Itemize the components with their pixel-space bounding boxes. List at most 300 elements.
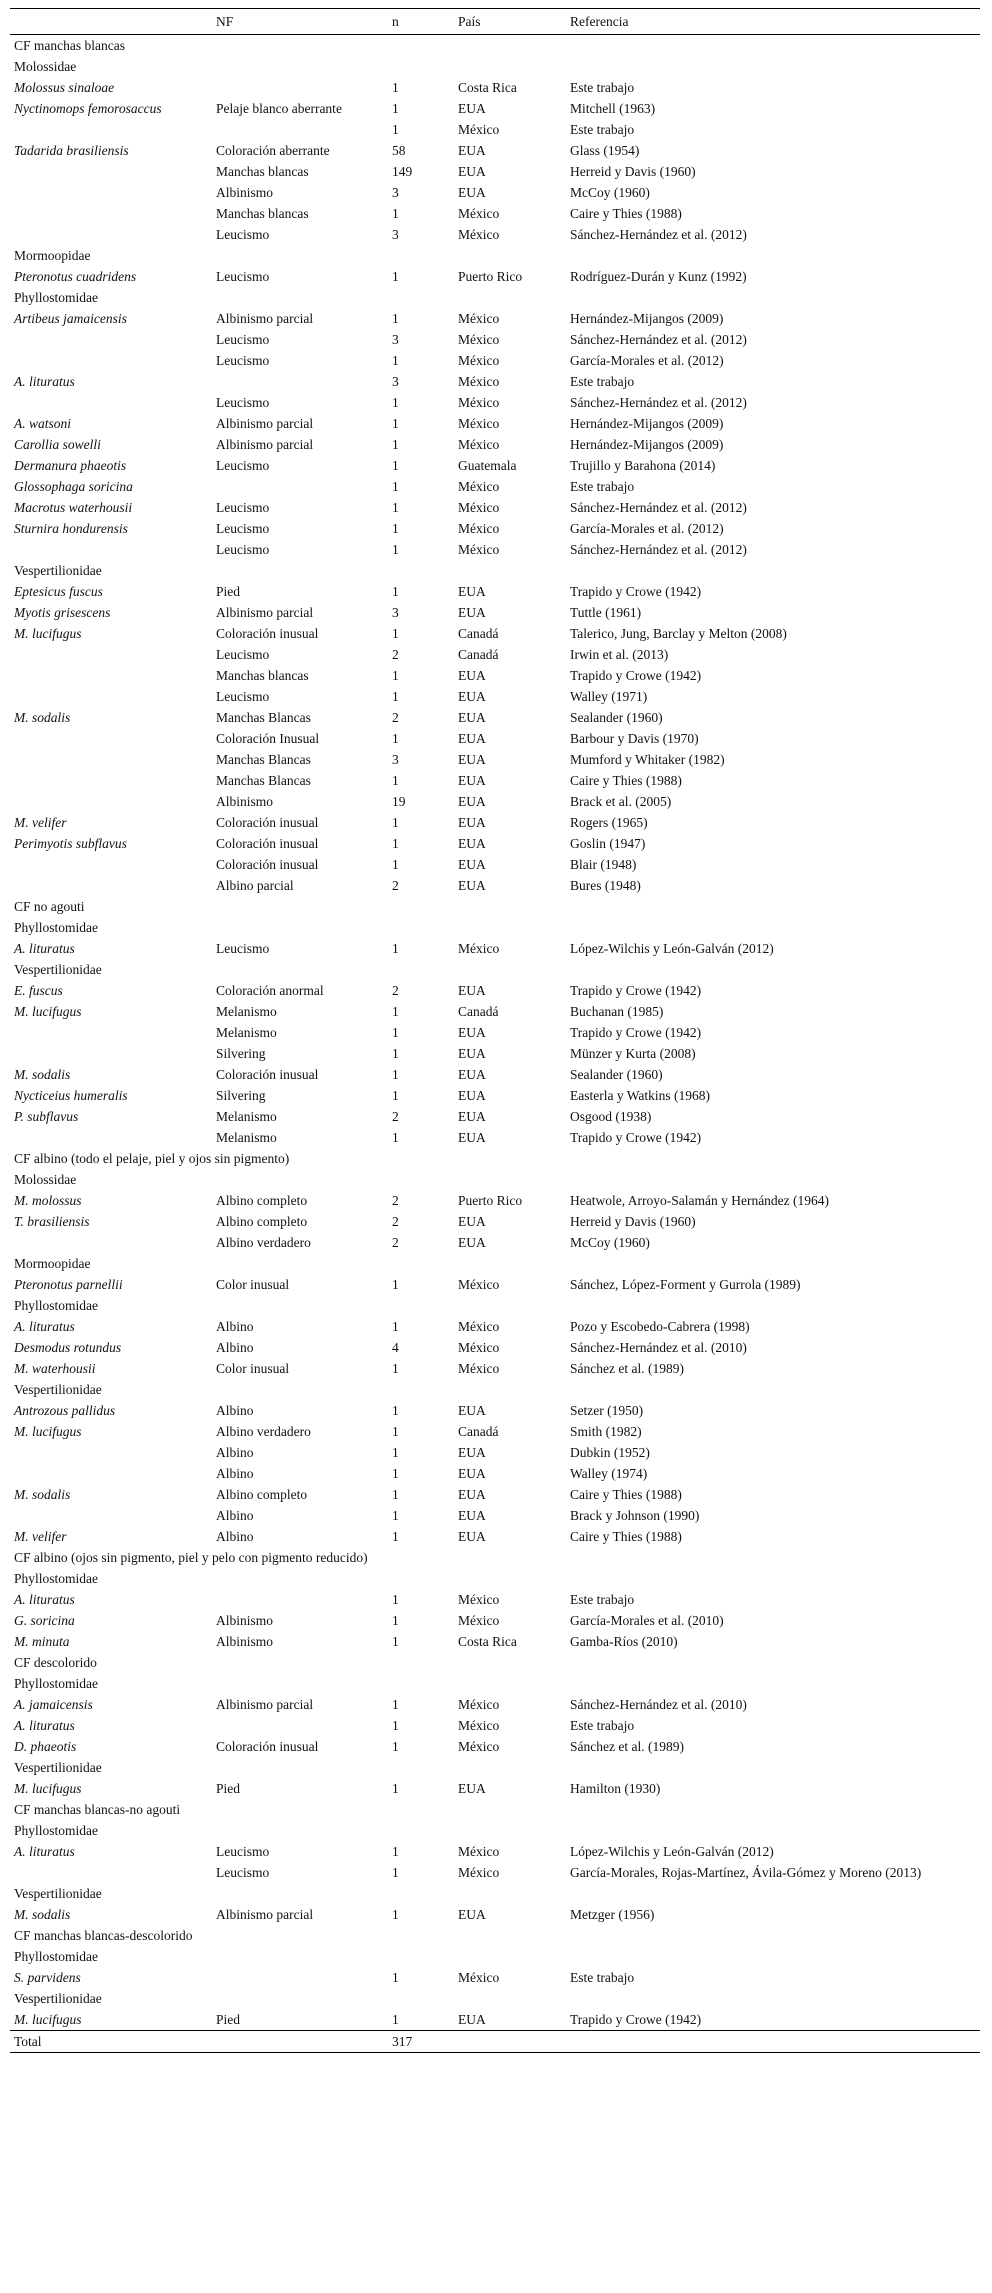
nf-cell: Coloración aberrante — [216, 143, 330, 158]
nf-cell: Leucismo — [216, 542, 270, 557]
pais-cell: Puerto Rico — [458, 269, 523, 284]
n-cell: 1 — [392, 584, 399, 599]
species-cell — [10, 350, 212, 371]
table-row — [10, 77, 980, 98]
table-row — [10, 1232, 980, 1253]
referencia-cell: Este trabajo — [570, 1592, 635, 1607]
species-cell: Myotis grisescens — [14, 605, 111, 620]
group-row — [10, 896, 980, 917]
n-cell: 1 — [392, 206, 399, 221]
referencia-cell: Trapido y Crowe (1942) — [570, 1130, 702, 1145]
table-row — [10, 119, 980, 140]
table-row — [10, 434, 980, 455]
nf-cell: Melanismo — [216, 1004, 277, 1019]
pais-cell: EUA — [458, 773, 486, 788]
species-cell: M. sodalis — [14, 710, 71, 725]
group-row — [10, 1169, 980, 1190]
table-row — [10, 1862, 980, 1883]
pais-cell: México — [458, 500, 500, 515]
referencia-cell: Este trabajo — [570, 80, 635, 95]
species-cell: P. subflavus — [14, 1109, 79, 1124]
nf-cell: Coloración inusual — [216, 836, 319, 851]
group-label: CF descolorido — [14, 1655, 97, 1670]
n-cell: 1 — [392, 1634, 399, 1649]
species-cell: Carollia sowelli — [14, 437, 101, 452]
referencia-cell: Tuttle (1961) — [570, 605, 642, 620]
group-row — [10, 287, 980, 308]
referencia-cell: Trapido y Crowe (1942) — [570, 668, 702, 683]
pais-cell: EUA — [458, 1487, 486, 1502]
nf-cell: Leucismo — [216, 1844, 270, 1859]
n-cell: 2 — [392, 1193, 399, 1208]
species-cell: G. soricina — [14, 1613, 75, 1628]
header-pais: País — [454, 9, 566, 35]
referencia-cell: Mitchell (1963) — [570, 101, 656, 116]
nf-cell: Coloración anormal — [216, 983, 324, 998]
referencia-cell: Pozo y Escobedo-Cabrera (1998) — [570, 1319, 750, 1334]
nf-cell: Leucismo — [216, 689, 270, 704]
referencia-cell: García-Morales et al. (2012) — [570, 521, 724, 536]
referencia-cell: Hernández-Mijangos (2009) — [570, 437, 724, 452]
species-cell: Dermanura phaeotis — [14, 458, 127, 473]
table-row — [10, 329, 980, 350]
pais-cell: Canadá — [458, 626, 499, 641]
nf-cell: Color inusual — [216, 1277, 290, 1292]
table-row — [10, 1841, 980, 1862]
nf-cell: Manchas blancas — [216, 164, 309, 179]
pais-cell: Costa Rica — [458, 80, 517, 95]
nf-cell: Albinismo parcial — [216, 1907, 314, 1922]
referencia-cell: Caire y Thies (1988) — [570, 1529, 682, 1544]
table-row — [10, 518, 980, 539]
species-cell — [10, 1232, 212, 1253]
nf-cell: Albino — [216, 1466, 254, 1481]
species-cell — [10, 854, 212, 875]
species-cell: M. lucifugus — [14, 1781, 82, 1796]
referencia-cell: Dubkin (1952) — [570, 1445, 650, 1460]
referencia-cell: Herreid y Davis (1960) — [570, 164, 696, 179]
nf-cell: Leucismo — [216, 941, 270, 956]
n-cell: 1 — [392, 1004, 399, 1019]
table-row — [10, 350, 980, 371]
total-nf — [212, 2031, 388, 2053]
referencia-cell: Sánchez et al. (1989) — [570, 1739, 684, 1754]
nf-cell: Leucismo — [216, 458, 270, 473]
n-cell: 2 — [392, 1214, 399, 1229]
nf-cell: Albinismo parcial — [216, 416, 314, 431]
pais-cell: México — [458, 1970, 500, 1985]
n-cell: 1 — [392, 1088, 399, 1103]
table-row — [10, 1442, 980, 1463]
n-cell: 1 — [392, 1046, 399, 1061]
header-row — [10, 9, 980, 35]
referencia-cell: Barbour y Davis (1970) — [570, 731, 699, 746]
species-cell: T. brasiliensis — [14, 1214, 90, 1229]
pais-cell: EUA — [458, 878, 486, 893]
table-row — [10, 1043, 980, 1064]
referencia-cell: Rogers (1965) — [570, 815, 648, 830]
group-label: Vespertilionidae — [14, 962, 102, 977]
group-label: Vespertilionidae — [14, 1760, 102, 1775]
data-table — [10, 8, 980, 2053]
n-cell: 3 — [392, 332, 399, 347]
referencia-cell: Bures (1948) — [570, 878, 641, 893]
pais-cell: Canadá — [458, 1424, 499, 1439]
referencia-cell: Easterla y Watkins (1968) — [570, 1088, 711, 1103]
nf-cell: Color inusual — [216, 1361, 290, 1376]
species-cell: Tadarida brasiliensis — [14, 143, 129, 158]
pais-cell: EUA — [458, 815, 486, 830]
table-row — [10, 770, 980, 791]
referencia-cell: López-Wilchis y León-Galván (2012) — [570, 1844, 774, 1859]
pais-cell: EUA — [458, 185, 486, 200]
referencia-cell: Smith (1982) — [570, 1424, 642, 1439]
group-row — [10, 1673, 980, 1694]
species-cell — [10, 1505, 212, 1526]
species-cell: M. lucifugus — [14, 1424, 82, 1439]
species-cell — [10, 1043, 212, 1064]
referencia-cell: García-Morales et al. (2012) — [570, 353, 724, 368]
n-cell: 1 — [392, 521, 399, 536]
table-row — [10, 1967, 980, 1988]
referencia-cell: Gamba-Ríos (2010) — [570, 1634, 678, 1649]
species-cell: Molossus sinaloae — [14, 80, 115, 95]
n-cell: 1 — [392, 1445, 399, 1460]
species-cell — [10, 161, 212, 182]
n-cell: 1 — [392, 668, 399, 683]
group-label: Vespertilionidae — [14, 1886, 102, 1901]
species-cell: E. fuscus — [14, 983, 63, 998]
n-cell: 1 — [392, 542, 399, 557]
table-row — [10, 1127, 980, 1148]
pais-cell: EUA — [458, 584, 486, 599]
n-cell: 1 — [392, 941, 399, 956]
group-label: Phyllostomidae — [14, 290, 98, 305]
species-cell: M. lucifugus — [14, 2012, 82, 2027]
species-cell: Macrotus waterhousii — [14, 500, 133, 515]
n-cell: 1 — [392, 1844, 399, 1859]
species-cell: M. velifer — [14, 815, 67, 830]
group-row — [10, 1652, 980, 1673]
n-cell: 2 — [392, 647, 399, 662]
group-label: CF albino (ojos sin pigmento, piel y pelo con pigmento reducido) — [14, 1550, 368, 1565]
species-cell: Artibeus jamaicensis — [14, 311, 127, 326]
species-cell: M. lucifugus — [14, 626, 82, 641]
pais-cell: México — [458, 1319, 500, 1334]
nf-cell: Leucismo — [216, 395, 270, 410]
n-cell: 1 — [392, 1781, 399, 1796]
nf-cell: Pied — [216, 584, 241, 599]
group-label: Molossidae — [14, 59, 77, 74]
table-row — [10, 1001, 980, 1022]
n-cell: 1 — [392, 122, 399, 137]
group-row — [10, 1820, 980, 1841]
pais-cell: México — [458, 227, 500, 242]
n-cell: 1 — [392, 395, 399, 410]
referencia-cell: Sánchez-Hernández et al. (2012) — [570, 332, 747, 347]
group-row — [10, 560, 980, 581]
table-row — [10, 1736, 980, 1757]
referencia-cell: Brack y Johnson (1990) — [570, 1508, 700, 1523]
pais-cell: EUA — [458, 1235, 486, 1250]
referencia-cell: Buchanan (1985) — [570, 1004, 664, 1019]
pais-cell: EUA — [458, 164, 486, 179]
total-ref — [566, 2031, 980, 2053]
nf-cell: Albinismo parcial — [216, 1697, 314, 1712]
n-cell: 149 — [392, 164, 413, 179]
referencia-cell: Hernández-Mijangos (2009) — [570, 311, 724, 326]
table-row — [10, 1484, 980, 1505]
n-cell: 1 — [392, 1403, 399, 1418]
n-cell: 1 — [392, 857, 399, 872]
referencia-cell: Walley (1971) — [570, 689, 648, 704]
n-cell: 1 — [392, 416, 399, 431]
pais-cell: México — [458, 521, 500, 536]
species-cell: Glossophaga soricina — [14, 479, 133, 494]
species-cell: M. sodalis — [14, 1907, 71, 1922]
referencia-cell: Caire y Thies (1988) — [570, 1487, 682, 1502]
pais-cell: Costa Rica — [458, 1634, 517, 1649]
nf-cell: Manchas Blancas — [216, 752, 311, 767]
pais-cell: México — [458, 1865, 500, 1880]
nf-cell — [212, 1967, 388, 1988]
nf-cell — [212, 1589, 388, 1610]
total-label: Total — [10, 2031, 212, 2053]
pais-cell: EUA — [458, 1466, 486, 1481]
table-row — [10, 539, 980, 560]
table-row — [10, 266, 980, 287]
pais-cell: México — [458, 374, 500, 389]
pais-cell: EUA — [458, 1403, 486, 1418]
group-label: CF manchas blancas-no agouti — [14, 1802, 181, 1817]
referencia-cell: Este trabajo — [570, 1970, 635, 1985]
n-cell: 2 — [392, 878, 399, 893]
pais-cell: Puerto Rico — [458, 1193, 523, 1208]
pais-cell: México — [458, 1739, 500, 1754]
group-row — [10, 1925, 980, 1946]
species-cell: Nyctinomops femorosaccus — [14, 101, 162, 116]
nf-cell: Leucismo — [216, 500, 270, 515]
pais-cell: EUA — [458, 752, 486, 767]
group-label: Phyllostomidae — [14, 920, 98, 935]
species-cell: S. parvidens — [14, 1970, 81, 1985]
pais-cell: Guatemala — [458, 458, 517, 473]
pais-cell: México — [458, 122, 500, 137]
species-cell — [10, 392, 212, 413]
n-cell: 1 — [392, 1319, 399, 1334]
species-cell — [10, 749, 212, 770]
species-cell: A. lituratus — [14, 1844, 75, 1859]
group-row — [10, 245, 980, 266]
n-cell: 1 — [392, 1130, 399, 1145]
pais-cell: EUA — [458, 1088, 486, 1103]
species-cell: Desmodus rotundus — [14, 1340, 122, 1355]
nf-cell: Pelaje blanco aberrante — [216, 101, 342, 116]
pais-cell: EUA — [458, 605, 486, 620]
species-cell — [10, 119, 212, 140]
n-cell: 1 — [392, 1739, 399, 1754]
referencia-cell: Sánchez-Hernández et al. (2012) — [570, 500, 747, 515]
table-row — [10, 791, 980, 812]
referencia-cell: Sealander (1960) — [570, 1067, 663, 1082]
referencia-cell: Brack et al. (2005) — [570, 794, 672, 809]
species-cell: D. phaeotis — [14, 1739, 77, 1754]
n-cell: 3 — [392, 605, 399, 620]
species-cell: Pteronotus parnellii — [14, 1277, 123, 1292]
n-cell: 1 — [392, 2012, 399, 2027]
referencia-cell: Walley (1974) — [570, 1466, 648, 1481]
table-row — [10, 2009, 980, 2031]
group-label: Vespertilionidae — [14, 1991, 102, 2006]
n-cell: 1 — [392, 1592, 399, 1607]
species-cell: A. watsoni — [14, 416, 72, 431]
pais-cell: México — [458, 542, 500, 557]
nf-cell: Melanismo — [216, 1025, 277, 1040]
table-row — [10, 812, 980, 833]
referencia-cell: López-Wilchis y León-Galván (2012) — [570, 941, 774, 956]
pais-cell: EUA — [458, 1130, 486, 1145]
table-row — [10, 875, 980, 896]
nf-cell — [212, 77, 388, 98]
pais-cell: EUA — [458, 1214, 486, 1229]
table-row — [10, 371, 980, 392]
n-cell: 1 — [392, 101, 399, 116]
nf-cell: Albino completo — [216, 1193, 308, 1208]
species-cell: A. lituratus — [14, 374, 75, 389]
table-row — [10, 1526, 980, 1547]
species-cell: M. sodalis — [14, 1067, 71, 1082]
pais-cell: México — [458, 395, 500, 410]
pais-cell: EUA — [458, 731, 486, 746]
nf-cell: Albino parcial — [216, 878, 294, 893]
nf-cell: Albino — [216, 1340, 254, 1355]
pais-cell: Canadá — [458, 647, 499, 662]
nf-cell: Coloración inusual — [216, 626, 319, 641]
referencia-cell: Este trabajo — [570, 122, 635, 137]
species-cell — [10, 539, 212, 560]
n-cell: 1 — [392, 1970, 399, 1985]
species-cell — [10, 686, 212, 707]
pais-cell: México — [458, 332, 500, 347]
group-row — [10, 1379, 980, 1400]
referencia-cell: Metzger (1956) — [570, 1907, 655, 1922]
pais-cell: EUA — [458, 836, 486, 851]
pais-cell: EUA — [458, 689, 486, 704]
species-cell: M. sodalis — [14, 1487, 71, 1502]
referencia-cell: Trapido y Crowe (1942) — [570, 2012, 702, 2027]
n-cell: 1 — [392, 1067, 399, 1082]
group-row — [10, 1757, 980, 1778]
referencia-cell: Irwin et al. (2013) — [570, 647, 669, 662]
n-cell: 1 — [392, 689, 399, 704]
species-cell — [10, 770, 212, 791]
nf-cell: Albinismo parcial — [216, 437, 314, 452]
nf-cell: Albino — [216, 1319, 254, 1334]
n-cell: 1 — [392, 311, 399, 326]
species-cell: Sturnira hondurensis — [14, 521, 128, 536]
nf-cell: Leucismo — [216, 521, 270, 536]
n-cell: 1 — [392, 1025, 399, 1040]
pais-cell: México — [458, 941, 500, 956]
pais-cell: EUA — [458, 1109, 486, 1124]
table-row — [10, 581, 980, 602]
species-cell — [10, 203, 212, 224]
table-row — [10, 413, 980, 434]
n-cell: 1 — [392, 731, 399, 746]
table-row — [10, 182, 980, 203]
species-cell: A. lituratus — [14, 1319, 75, 1334]
pais-cell: EUA — [458, 1907, 486, 1922]
pais-cell: México — [458, 311, 500, 326]
nf-cell: Albinismo — [216, 1613, 274, 1628]
table-row — [10, 686, 980, 707]
nf-cell: Coloración inusual — [216, 815, 319, 830]
pais-cell: México — [458, 1340, 500, 1355]
table-row — [10, 1778, 980, 1799]
nf-cell: Leucismo — [216, 269, 270, 284]
table-row — [10, 140, 980, 161]
species-cell — [10, 875, 212, 896]
table-row — [10, 1337, 980, 1358]
total-row — [10, 2031, 980, 2053]
group-row — [10, 35, 980, 57]
nf-cell: Pied — [216, 1781, 241, 1796]
n-cell: 2 — [392, 983, 399, 998]
table-row — [10, 1022, 980, 1043]
referencia-cell: Rodríguez-Durán y Kunz (1992) — [570, 269, 747, 284]
n-cell: 1 — [392, 1361, 399, 1376]
group-label: Phyllostomidae — [14, 1571, 98, 1586]
referencia-cell: Este trabajo — [570, 374, 635, 389]
nf-cell: Albino — [216, 1445, 254, 1460]
nf-cell: Albinismo — [216, 794, 274, 809]
nf-cell: Albino verdadero — [216, 1424, 311, 1439]
table-row — [10, 1715, 980, 1736]
n-cell: 3 — [392, 752, 399, 767]
referencia-cell: Münzer y Kurta (2008) — [570, 1046, 696, 1061]
n-cell: 1 — [392, 1466, 399, 1481]
table-row — [10, 833, 980, 854]
group-row — [10, 959, 980, 980]
pais-cell: México — [458, 1277, 500, 1292]
n-cell: 1 — [392, 773, 399, 788]
table-row — [10, 728, 980, 749]
nf-cell: Manchas blancas — [216, 206, 309, 221]
group-row — [10, 56, 980, 77]
nf-cell: Albino — [216, 1529, 254, 1544]
group-label: Phyllostomidae — [14, 1823, 98, 1838]
group-row — [10, 1547, 980, 1568]
referencia-cell: Sánchez, López-Forment y Gurrola (1989) — [570, 1277, 801, 1292]
species-cell: Pteronotus cuadridens — [14, 269, 137, 284]
nf-cell: Coloración inusual — [216, 1739, 319, 1754]
pais-cell: México — [458, 1361, 500, 1376]
n-cell: 1 — [392, 1697, 399, 1712]
species-cell — [10, 182, 212, 203]
n-cell: 1 — [392, 479, 399, 494]
nf-cell: Coloración inusual — [216, 857, 319, 872]
n-cell: 3 — [392, 185, 399, 200]
n-cell: 2 — [392, 710, 399, 725]
nf-cell: Leucismo — [216, 353, 270, 368]
pais-cell: EUA — [458, 143, 486, 158]
table-row — [10, 476, 980, 497]
table-row — [10, 1400, 980, 1421]
pais-cell: México — [458, 1844, 500, 1859]
species-cell — [10, 1127, 212, 1148]
n-cell: 1 — [392, 269, 399, 284]
group-label: Mormoopidae — [14, 248, 91, 263]
